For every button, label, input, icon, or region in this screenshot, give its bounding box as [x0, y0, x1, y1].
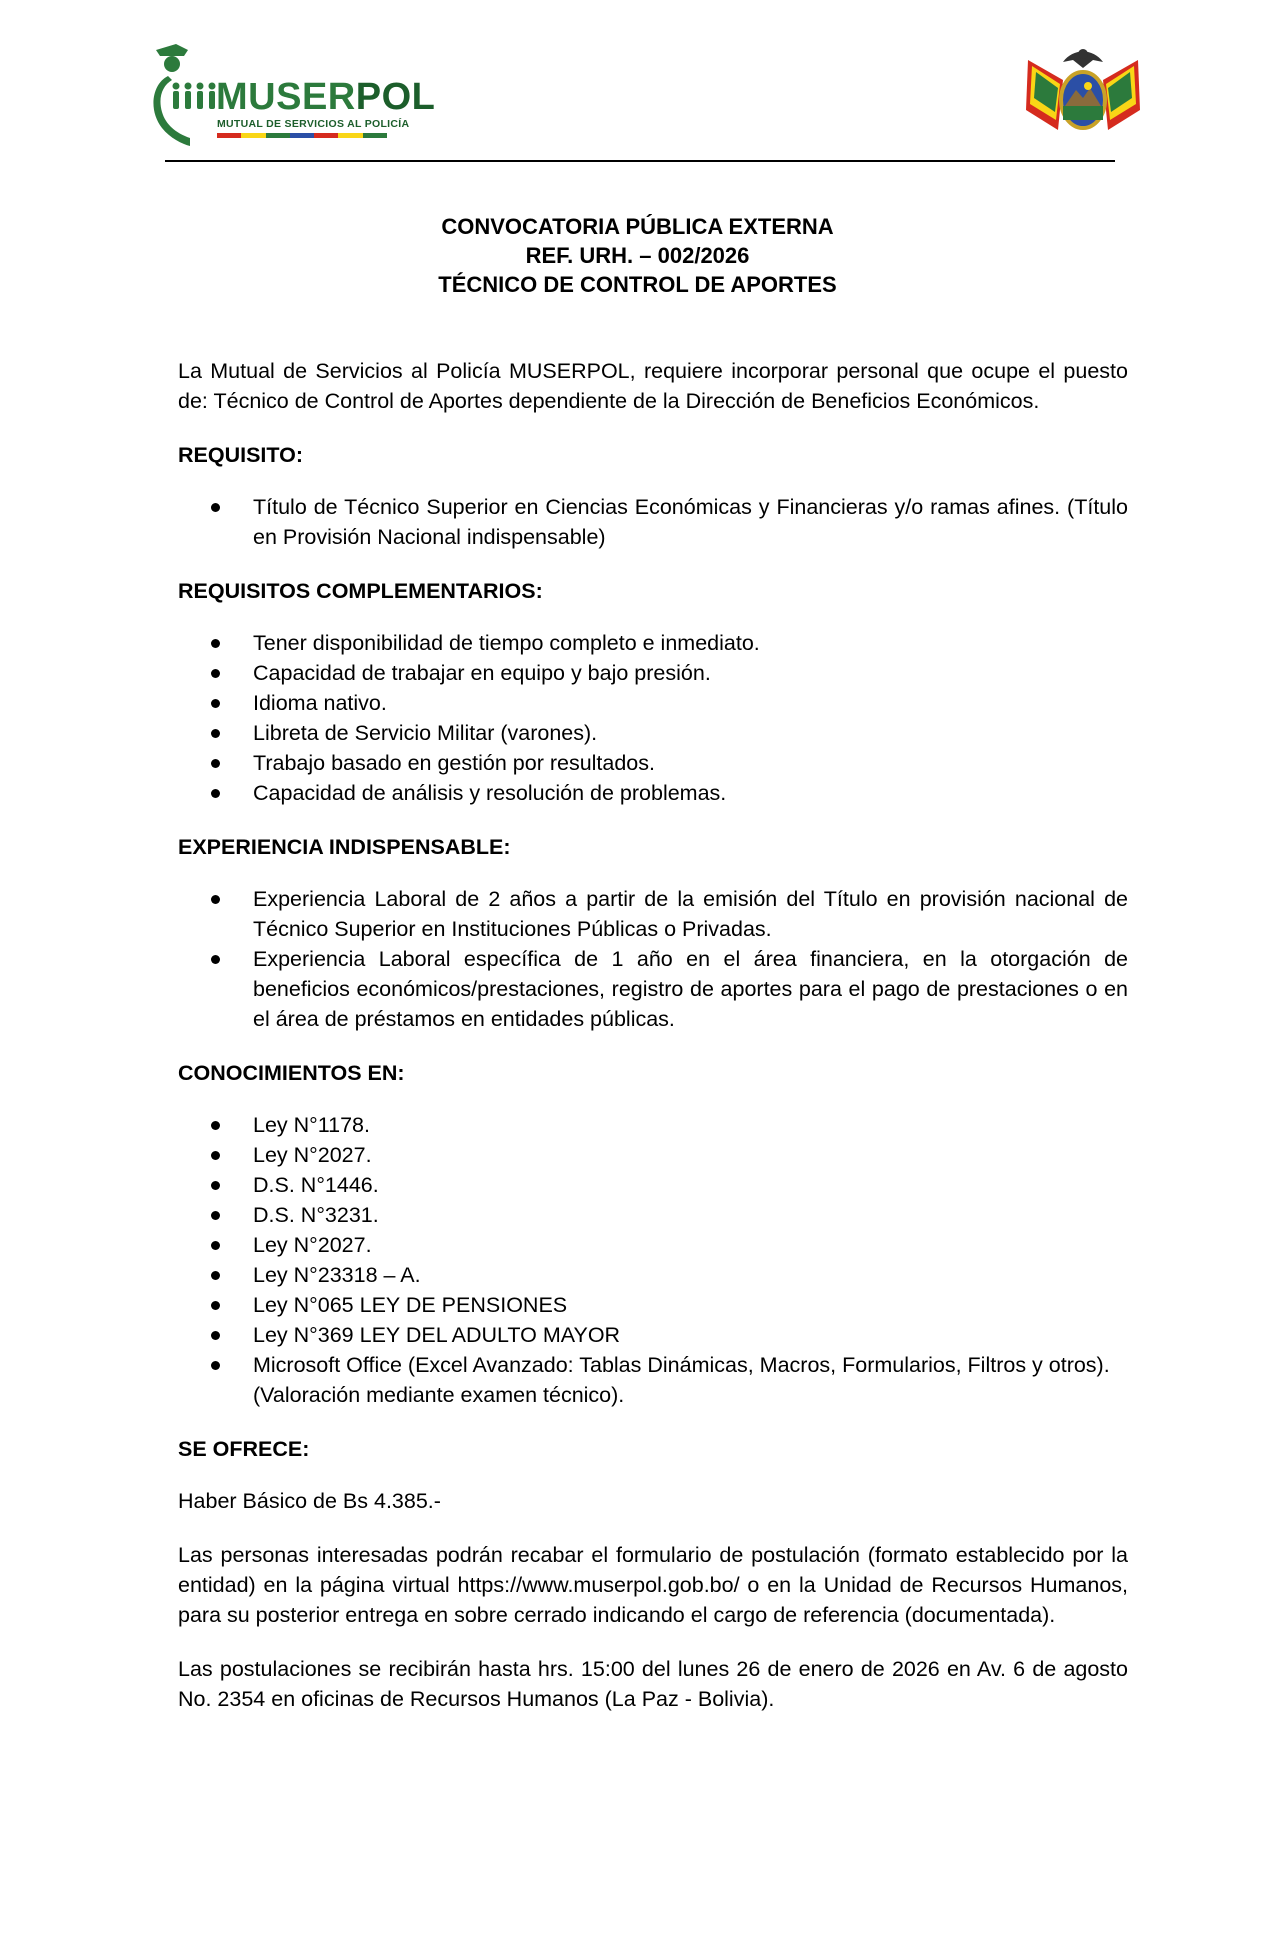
deadline-paragraph: Las postulaciones se recibirán hasta hrs. 15:00 del lunes 26 de enero de 2026 en Av. 6 de agosto No. 2354 en oficinas de Recursos Humanos (La Paz - Bolivia).: [178, 1657, 1128, 1711]
bullet-icon: [211, 789, 220, 798]
bullet-icon: [211, 1151, 220, 1160]
complementarios-list: [178, 628, 1128, 808]
muserpol-logo: [146, 40, 436, 150]
bullet-icon: [211, 955, 220, 964]
bullet-icon: [211, 639, 220, 648]
bullet-icon: [211, 1271, 220, 1280]
list-item: Ley N°065 LEY DE PENSIONES: [178, 1290, 1128, 1320]
requisito-list: [178, 492, 1128, 552]
list-item: Capacidad de trabajar en equipo y bajo presión.: [178, 658, 1128, 688]
list-item: Ley N°2027.: [178, 1140, 1128, 1170]
bullet-icon: [211, 759, 220, 768]
experiencia-list: [178, 884, 1128, 1034]
application-paragraph: Las personas interesadas podrán recabar el formulario de postulación (formato establecido por la entidad) en la página virtual https://www.muserpol.gob.bo/ o en la Unidad de Recursos Humanos, para su posterior entrega en sobre cerrado indicando el cargo de referencia (documentada).: [178, 1543, 1128, 1627]
title-line-3: TÉCNICO DE CONTROL DE APORTES: [438, 272, 837, 297]
intro-paragraph: La Mutual de Servicios al Policía MUSERPOL, requiere incorporar personal que ocupe el puesto de: Técnico de Control de Aportes dependiente de la Dirección de Beneficios Económicos.: [178, 359, 1128, 413]
bullet-icon: [211, 1361, 220, 1370]
conocimientos-heading: CONOCIMIENTOS EN:: [178, 1061, 405, 1085]
bullet-icon: [211, 1211, 220, 1220]
list-item: Título de Técnico Superior en Ciencias Económicas y Financieras y/o ramas afines. (Título en Provisión Nacional indispensable): [178, 492, 1128, 552]
bullet-icon: [211, 503, 220, 512]
list-item: Ley N°2027.: [178, 1230, 1128, 1260]
title-line-2: REF. URH. – 002/2026: [525, 243, 750, 268]
list-item: Ley N°369 LEY DEL ADULTO MAYOR: [178, 1320, 1128, 1350]
list-item: Experiencia Laboral de 2 años a partir de la emisión del Título en provisión nacional de Técnico Superior en Instituciones Públicas o Privadas.: [178, 884, 1128, 944]
logo-tagline: MUTUAL DE SERVICIOS AL POLICÍA: [217, 118, 410, 130]
flag-stripes: [217, 133, 387, 138]
salary-text: Haber Básico de Bs 4.385.-: [178, 1489, 441, 1513]
bullet-icon: [211, 1241, 220, 1250]
bullet-icon: [211, 1331, 220, 1340]
list-item: Ley N°1178.: [178, 1110, 1128, 1140]
bolivia-coat-of-arms-icon: [1018, 40, 1148, 140]
bullet-icon: [211, 669, 220, 678]
logo-wordmark: MUSERPOL: [216, 76, 436, 118]
list-item: Ley N°23318 – A.: [178, 1260, 1128, 1290]
document-body: [178, 356, 1128, 1738]
bullet-icon: [211, 729, 220, 738]
list-item: Microsoft Office (Excel Avanzado: Tablas Dinámicas, Macros, Formularios, Filtros y otros). (Valoración mediante examen técnico).: [178, 1350, 1128, 1410]
bullet-icon: [211, 895, 220, 904]
list-item: Idioma nativo.: [178, 688, 1128, 718]
ofrece-heading: SE OFRECE:: [178, 1437, 310, 1461]
bullet-icon: [211, 699, 220, 708]
requisito-heading: REQUISITO:: [178, 443, 304, 467]
experiencia-heading: EXPERIENCIA INDISPENSABLE:: [178, 835, 511, 859]
header-divider: [165, 160, 1115, 162]
list-item: Experiencia Laboral específica de 1 año en el área financiera, en la otorgación de beneficios económicos/prestaciones, registro de aportes para el pago de prestaciones o en el área de préstamos en entidades públicas.: [178, 944, 1128, 1034]
bullet-icon: [211, 1301, 220, 1310]
bullet-icon: [211, 1181, 220, 1190]
list-item: Trabajo basado en gestión por resultados.: [178, 748, 1128, 778]
list-item: D.S. N°1446.: [178, 1170, 1128, 1200]
list-item: D.S. N°3231.: [178, 1200, 1128, 1230]
title-line-1: CONVOCATORIA PÚBLICA EXTERNA: [441, 214, 834, 239]
list-item: Capacidad de análisis y resolución de problemas.: [178, 778, 1128, 808]
police-figure-icon: [146, 40, 218, 150]
bullet-icon: [211, 1121, 220, 1130]
list-item: Libreta de Servicio Militar (varones).: [178, 718, 1128, 748]
document-title: [0, 212, 1275, 299]
exam-note: (Valoración mediante examen técnico).: [253, 1383, 625, 1407]
list-item: Tener disponibilidad de tiempo completo e inmediato.: [178, 628, 1128, 658]
letterhead: [0, 0, 1275, 170]
complementarios-heading: REQUISITOS COMPLEMENTARIOS:: [178, 579, 543, 603]
conocimientos-list: [178, 1110, 1128, 1410]
